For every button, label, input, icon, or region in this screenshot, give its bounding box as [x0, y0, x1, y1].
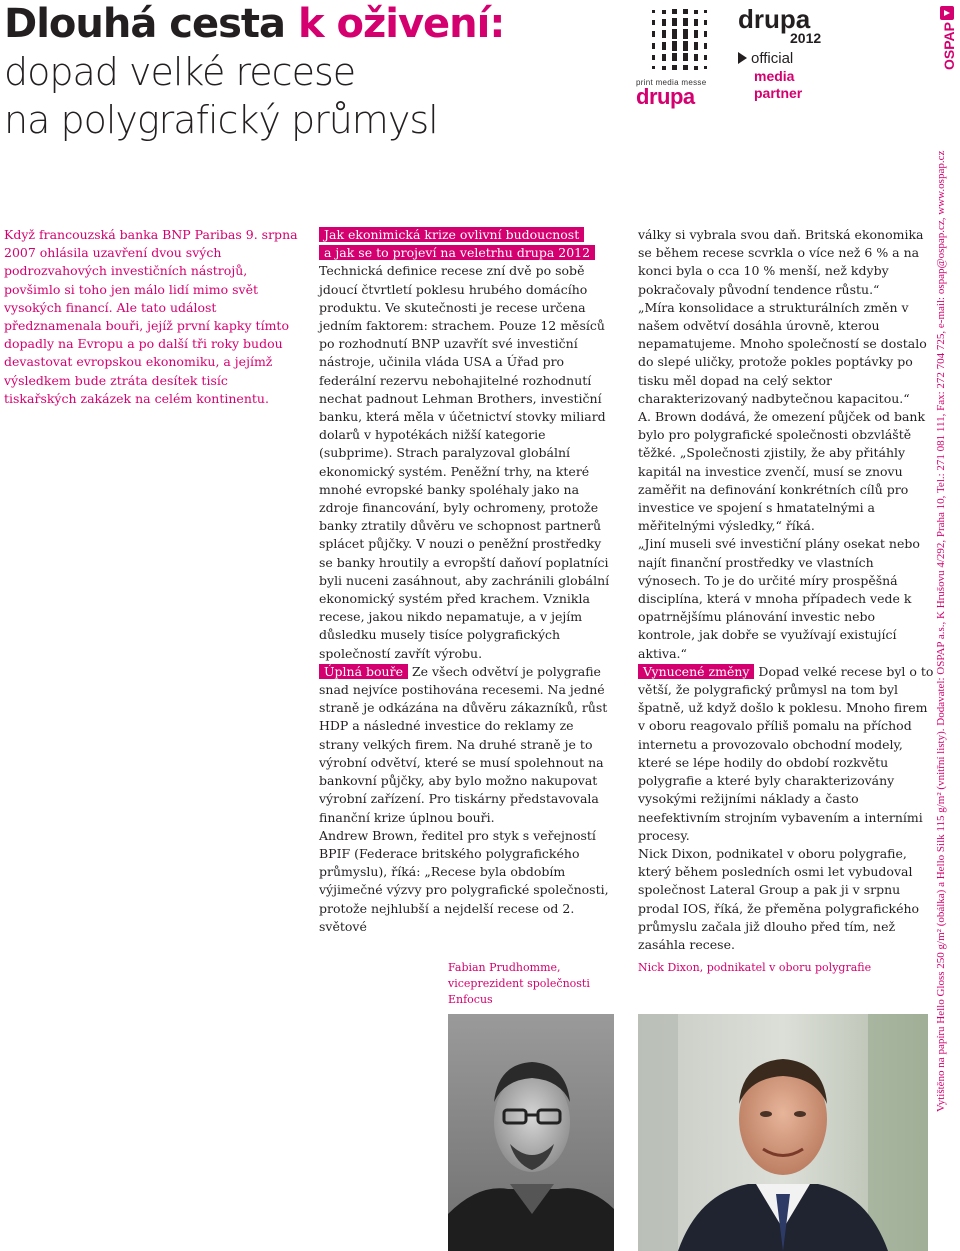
ospap-logo-text: OSPAP	[941, 22, 957, 70]
heading-line-2: a jak se to projeví na veletrhu drupa 2012	[319, 245, 595, 260]
lead-paragraph: Když francouzská banka BNP Paribas 9. srpna 2007 ohlásila uzavření dvou svých podrozvahových investičních nástrojů, povšimlo si toho jen málo lidí mimo svět vysokých financí. Ale tato událost předznamenala bouři, jejíž první kapky tímto dopadly na Evropu a po další tři roky budou devastovat evropskou ekonomiku, a jejímž výsledkem bude ztráta desítek tisíc tiskařských zakázek na celém kontinentu.	[4, 227, 298, 406]
column-3-paragraph-3: A. Brown dodává, že omezení půjček od bank bylo pro polygrafické společnosti obzvláště těžké. „Společnosti zjistily, že aby přitáhly kapitál na investice zvenčí, musí se znovu zaměřit na definování konkrétních cílů pro investice ve spojení s hmatatelnými a měřitelnými výsledky,“ říká.	[638, 409, 926, 534]
portrait-photo-dixon	[638, 1014, 928, 1251]
photo-caption-dixon: Nick Dixon, podnikatel v oboru polygrafie	[638, 961, 872, 974]
portrait-prudhomme-image	[448, 1014, 614, 1251]
subheading-storm: Úplná bouře	[319, 664, 408, 679]
column-2-heading	[319, 226, 615, 262]
drupa-logo	[636, 8, 716, 109]
title-line-1-accent: k oživení:	[297, 1, 505, 47]
article-column-3	[638, 226, 934, 954]
portrait-dixon-image	[638, 1014, 928, 1251]
column-3-paragraph-1: války si vybrala svou daň. Britská ekonomika se během recese scvrkla o více než 6 % a na konci byla o cca 10 % menší, než kdyby pokračovaly původní tendence růstu.“	[638, 227, 924, 297]
drupa-tagline: print media messe	[636, 78, 707, 87]
ospap-logo-icon	[936, 6, 958, 70]
column-3-paragraph-5	[638, 663, 934, 845]
title-line-1	[4, 0, 624, 48]
media-partner-logo	[738, 6, 838, 106]
drupa-wordmark: drupa	[636, 84, 695, 109]
article-column-2	[319, 226, 615, 936]
article-title	[4, 0, 624, 144]
print-credits: Vytištěno na papíru Hello Gloss 250 g/m² (obálka) a Hello Silk 115 g/m² (vnitřní listy). Dodavatel: OSPAP a.s., K Hrušovu 4/292, Praha 10, Tel.: 271 081 111, Fax: 272 704 725, e-mail: ospap@ospap.cz, www.ospap.cz	[935, 150, 947, 1112]
portrait-photo-prudhomme	[448, 1014, 614, 1251]
play-triangle-icon	[738, 52, 747, 64]
partner-official-text: official	[751, 50, 794, 67]
column-3-paragraph-4: „Jiní museli své investiční plány osekat nebo najít finanční prostředky ve vlastních výnosech. To je do určité míry prospěšná disciplína, která v mnoha případech vede k opatrnějšímu plánování investic nebo kontrole, jak dobře se využívají existující aktiva.“	[638, 536, 920, 661]
title-line-1-text: Dlouhá cesta	[4, 1, 298, 47]
subheading-forced-changes: Vynucené změny	[638, 664, 754, 679]
title-line-2: dopad velké recese	[4, 50, 356, 94]
partner-media-partner	[754, 68, 802, 102]
photo-caption-prudhomme: Fabian Prudhomme, viceprezident společnosti Enfocus	[448, 961, 590, 1006]
column-3-paragraph-2: „Míra konsolidace a strukturálních změn v našem odvětví dosáhla úrovně, kterou nepamatujeme. Mnoho společností se dostalo do slepé uličky, protože pokles poptávky po tisku měl dopad na celý sektor charakterizovaný nadbytečnou kapacitou.“	[638, 299, 927, 406]
column-2-paragraph-1: Technická definice recese zní dvě po sobě jdoucí čtvrtletí poklesu hrubého domácího produktu. Ve skutečnosti je recese určena jedním faktorem: strachem. Pouze 12 měsíců po rozhodnutí BNP uzavřít své investiční nástroje, učinila vláda USA a Úřad pro federální rezervu nebohajitelné rozhodnutí nechat padnout Lehman Brothers, investiční banku, která měla v účetnictví stovky miliard dolarů v hypotékách nižší kategorie (subprime). Strach paralyzoval globální ekonomický systém. Peněžní trhy, na které mnohé evropské banky spoléhaly jako na zdroje financování, byly ochromeny, protože banky ztratily důvěru ve schopnost partnerů splácet půjčky. V nouzi o peněžní prostředky se banky hroutily a evropští daňoví poplatníci byli nuceni zasáhnout, aby zachránili globální ekonomický systém před krachem. Vznikla recese, jakou nikdo nepamatuje, a v jejím důsledku musely tisíce polygrafických společností zavřít výrobu.	[319, 263, 610, 661]
partner-media-text: media	[754, 68, 795, 84]
column-3-paragraph-6: Nick Dixon, podnikatel v oboru polygrafie, který během posledních osmi let vybudoval společnost Lateral Group a pak ji v srpnu prodal IOS, říká, že přeměna polygrafického průmyslu začala již dlouho před tím, než zasáhla recese.	[638, 845, 920, 952]
column-2-paragraph-2-text: Ze všech odvětví je polygrafie snad nejvíce postihována recesemi. Na jedné straně je odkázána na důvěru zákazníků, růst HDP a následné investice do reklamy ze strany velkých firem. Na druhé straně je to výrobní odvětví, které se musí spolehnout na bankovní půjčky, aby bylo možno nakupovat výrobní zařízení. Pro tiskárny představovala finanční krize úplnou bouři.	[319, 663, 608, 825]
column-2-paragraph-2	[319, 663, 615, 827]
title-line-3: na polygrafický průmysl	[4, 98, 438, 142]
partner-partner-text: partner	[754, 85, 803, 101]
column-3-paragraph-5-text: Dopad velké recese byl o to větší, že polygrafický průmysl na tom byl špatně, už když došlo k poklesu. Mnoho firem v oboru reagovalo příliš pomalu na příchod internetu a provozovalo obchodní modely, které se lépe hodily do období rozkvětu polygrafie a které byly charakterizovány vysokými režijními náklady a často neefektivním strojním vybavením a interními procesy.	[638, 663, 934, 843]
partner-official	[738, 50, 793, 67]
column-2-paragraph-3: Andrew Brown, ředitel pro styk s veřejností BPIF (Federace britského polygrafického průmyslu), říká: „Recese byla obdobím výjimečné výzvy pro polygrafické společnosti, protože nejhlubší a nejdelší recese od 2. světové	[319, 827, 609, 934]
partner-year: 2012	[790, 30, 822, 46]
heading-line-1: Jak ekonimická krize ovlivní budoucnost	[319, 227, 584, 242]
drupa-dot-grid-icon	[650, 8, 710, 72]
partner-drupa-word: drupa	[738, 4, 811, 34]
side-strip	[934, 0, 960, 1251]
